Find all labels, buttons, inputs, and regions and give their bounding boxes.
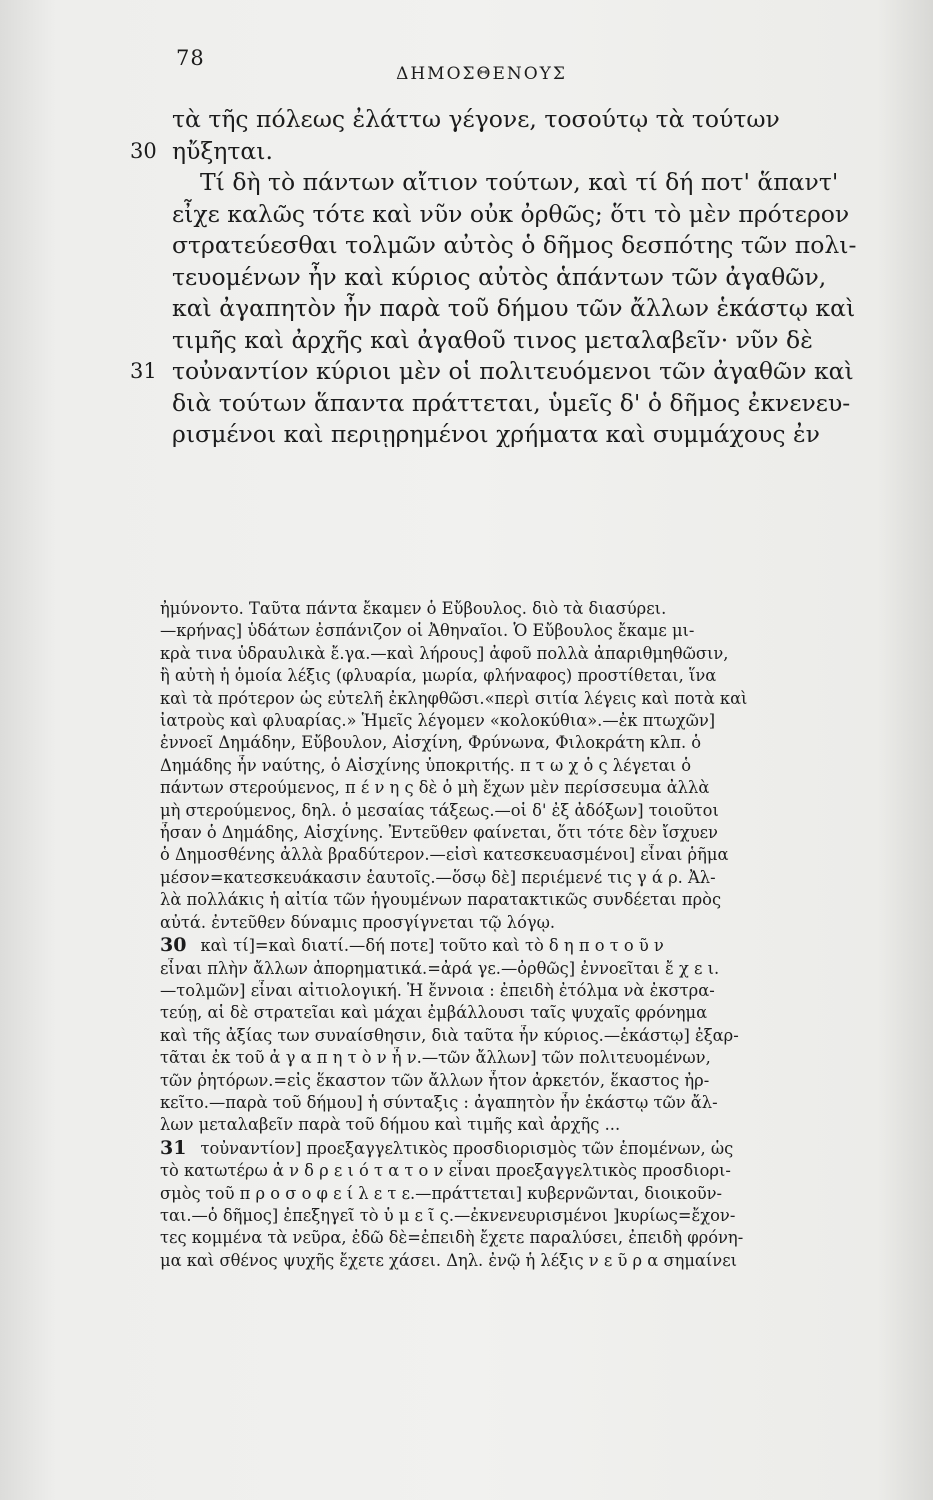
commentary-notes bbox=[160, 598, 877, 1272]
note-line-text: λων μεταλαβεῖν παρὰ τοῦ δήμου καὶ τιμῆς καὶ ἀρχῆς ... bbox=[160, 1115, 621, 1135]
main-line-text: ηὔξηται. bbox=[172, 136, 273, 165]
note-line bbox=[160, 800, 877, 822]
note-line bbox=[160, 1070, 877, 1092]
note-line-text: τῶν ῥητόρων.=εἰς ἕκαστον τῶν ἄλλων ἦτον ἀρκετόν, ἕκαστος ἠρ- bbox=[160, 1070, 710, 1090]
note-section-number: 30 bbox=[160, 934, 187, 957]
note-line-text: κρὰ τινα ὑδραυλικὰ ἔ.γα.—καὶ λήρους] ἀφοῦ πολλὰ ἀπαριθμηθῶσιν, bbox=[160, 643, 729, 663]
note-line bbox=[160, 665, 877, 687]
note-line bbox=[160, 912, 877, 934]
note-line-text: κεῖτο.—παρὰ τοῦ δήμου] ἡ σύνταξις : ἀγαπητὸν ἦν ἑκάστῳ τῶν ἄλ- bbox=[160, 1092, 718, 1112]
note-line-text: τοὐναντίον] προεξαγγελτικὸς προσδιορισμὸς τῶν ἑπομένων, ὡς bbox=[200, 1138, 734, 1158]
note-line-text: εἶναι πλὴν ἄλλων ἀπορηματικά.=ἀρά γε.—ὀρθῶς] ἐννοεῖται ἔ χ ε ι. bbox=[160, 958, 720, 978]
note-line-text: ὁ Δημοσθένης ἀλλὰ βραδύτερον.—εἰσὶ κατεσκευασμένοι] εἶναι ῥῆμα bbox=[160, 845, 729, 865]
note-line bbox=[160, 777, 877, 799]
note-line-text: ται.—ὁ δῆμος] ἐπεξηγεῖ τὸ ὑ μ ε ῖ ς.—ἐκνενευρισμένοι ]κυρίως=ἔχον- bbox=[160, 1205, 736, 1225]
main-text-line bbox=[172, 104, 887, 136]
note-line bbox=[160, 889, 877, 911]
note-line bbox=[160, 643, 877, 665]
main-text-line bbox=[172, 262, 887, 294]
main-line-text: τευομένων ἦν καὶ κύριος αὐτὸς ἁπάντων τῶν ἀγαθῶν, bbox=[172, 262, 827, 291]
note-line-text: ἦσαν ὁ Δημάδης, Αἰσχίνης. Ἐντεῦθεν φαίνεται, ὅτι τότε δὲν ἴσχυεν bbox=[160, 823, 718, 843]
note-section-number: 31 bbox=[160, 1136, 187, 1159]
note-line-text: αὐτά. ἐντεῦθεν δύναμις προσγίγνεται τῷ λόγῳ. bbox=[160, 912, 556, 932]
note-line bbox=[160, 1025, 877, 1047]
section-marker: 30 bbox=[130, 138, 157, 163]
note-line bbox=[160, 1227, 877, 1249]
note-line bbox=[160, 620, 877, 642]
note-line-text: τᾶται ἐκ τοῦ ἀ γ α π η τ ὸ ν ἦ ν.—τῶν ἄλλων] τῶν πολιτευομένων, bbox=[160, 1048, 711, 1068]
note-line-text: ἢ αὐτὴ ἡ ὁμοία λέξις (φλυαρία, μωρία, φλήναφος) προστίθεται, ἵνα bbox=[160, 666, 717, 686]
main-line-text: καὶ ἀγαπητὸν ἦν παρὰ τοῦ δήμου τῶν ἄλλων ἑκάστῳ καὶ bbox=[172, 294, 856, 322]
note-line-text: τες κομμένα τὰ νεῦρα, ἐδῶ δὲ=ἐπειδὴ ἔχετε παραλύσει, ἐπειδὴ φρόνη- bbox=[160, 1228, 744, 1248]
note-line bbox=[160, 1137, 877, 1160]
main-text-line bbox=[130, 136, 887, 168]
note-line-text: καὶ τῆς ἀξίας των συναίσθησιν, διὰ ταῦτα ἦν κύριος.—ἑκάστῳ] ἐξαρ- bbox=[160, 1025, 739, 1045]
note-line-text: σμὸς τοῦ π ρ ο σ ο φ ε ί λ ε τ ε.—πράττεται] κυβερνῶνται, διοικοῦν- bbox=[160, 1183, 723, 1203]
note-line-text: καὶ τὰ πρότερον ὡς εὐτελῆ ἐκληφθῶσι.«περὶ σιτία λέγεις καὶ ποτὰ καὶ bbox=[160, 688, 748, 708]
note-line-text: ἰατροὺς καὶ φλυαρίας.» Ἡμεῖς λέγομεν «κολοκύθια».—ἐκ πτωχῶν] bbox=[160, 711, 716, 731]
main-text-line bbox=[172, 388, 887, 420]
note-line bbox=[160, 598, 877, 620]
main-line-text: τοὐναντίον κύριοι μὲν οἱ πολιτευόμενοι τῶν ἀγαθῶν καὶ bbox=[172, 357, 854, 385]
main-text-line bbox=[172, 230, 887, 262]
note-line bbox=[160, 934, 877, 957]
main-line-text: ρισμένοι καὶ περιῃρημένοι χρήματα καὶ συμμάχους ἐν bbox=[172, 420, 820, 448]
note-line-text: πάντων στερούμενος, π έ ν η ς δὲ ὁ μὴ ἔχων μὲν περίσσευμα ἀλλὰ bbox=[160, 778, 710, 798]
main-line-text: στρατεύεσθαι τολμῶν αὐτὸς ὁ δῆμος δεσπότης τῶν πολι- bbox=[172, 231, 857, 259]
main-text bbox=[130, 104, 887, 451]
note-line bbox=[160, 755, 877, 777]
note-line-text: Δημάδης ἦν ναύτης, ὁ Αἰσχίνης ὑποκριτής. π τ ω χ ὁ ς λέγεται ὁ bbox=[160, 755, 692, 775]
note-line bbox=[160, 1250, 877, 1272]
main-line-text: τιμῆς καὶ ἀρχῆς καὶ ἀγαθοῦ τινος μεταλαβεῖν· νῦν δὲ bbox=[172, 325, 813, 354]
main-line-text: τὰ τῆς πόλεως ἐλάττω γέγονε, τοσούτῳ τὰ τούτων bbox=[172, 105, 780, 133]
note-line-text: τὸ κατωτέρω ἀ ν δ ρ ε ι ό τ α τ ο ν εἶναι προεξαγγελτικὸς προσδιορι- bbox=[160, 1161, 731, 1181]
page-number: 78 bbox=[176, 46, 205, 70]
note-line-text: μέσον=κατεσκευάκασιν ἑαυτοῖς.—ὅσῳ δὲ] περιέμενέ τις γ ά ρ. Ἀλ- bbox=[160, 867, 716, 887]
main-line-text: Τί δὴ τὸ πάντων αἴτιον τούτων, καὶ τί δή ποτ' ἅπαντ' bbox=[200, 168, 839, 196]
note-line-text: μὴ στερούμενος, δηλ. ὁ μεσαίας τάξεως.—οἱ δ' ἐξ ἀδόξων] τοιοῦτοι bbox=[160, 800, 719, 820]
main-line-text: εἶχε καλῶς τότε καὶ νῦν οὐκ ὀρθῶς; ὅτι τὸ μὲν πρότερον bbox=[172, 199, 850, 228]
main-text-line bbox=[172, 293, 887, 325]
note-line bbox=[160, 980, 877, 1002]
note-line bbox=[160, 1183, 877, 1205]
note-line bbox=[160, 1205, 877, 1227]
note-line-text: ἠμύνοντο. Ταῦτα πάντα ἔκαμεν ὁ Εὔβουλος. διὸ τὰ διασύρει. bbox=[160, 599, 667, 618]
main-text-line bbox=[130, 356, 887, 388]
note-line bbox=[160, 1092, 877, 1114]
running-head: ΔΗΜΟΣΘΕΝΟΥΣ bbox=[396, 64, 567, 84]
main-text-line bbox=[172, 419, 887, 451]
note-line bbox=[160, 1002, 877, 1024]
note-line-text: τεύῃ, αἱ δὲ στρατεῖαι καὶ μάχαι ἐμβάλλουσι ταῖς ψυχαῖς φρόνημα bbox=[160, 1003, 708, 1023]
note-line bbox=[160, 688, 877, 710]
note-line bbox=[160, 710, 877, 732]
main-line-text: διὰ τούτων ἅπαντα πράττεται, ὑμεῖς δ' ὁ δῆμος ἐκνενευ- bbox=[172, 388, 851, 417]
note-line bbox=[160, 1160, 877, 1182]
section-marker: 31 bbox=[130, 359, 157, 383]
note-line bbox=[160, 1047, 877, 1069]
note-line-text: καὶ τί]=καὶ διατί.—δή ποτε] τοῦτο καὶ τὸ δ η π ο τ ο ῦ ν bbox=[200, 936, 664, 956]
note-line bbox=[160, 867, 877, 889]
note-line bbox=[160, 822, 877, 844]
note-line bbox=[160, 844, 877, 866]
note-line-text: —τολμῶν] εἶναι αἰτιολογική. Ἡ ἔννοια : ἐπειδὴ ἐτόλμα νὰ ἐκστρα- bbox=[160, 980, 715, 1000]
main-text-line bbox=[172, 167, 887, 199]
note-line-text: μα καὶ σθένος ψυχῆς ἔχετε χάσει. Δηλ. ἐνῷ ἡ λέξις ν ε ῦ ρ α σημαίνει bbox=[160, 1250, 738, 1270]
note-line-text: ἐννοεῖ Δημάδην, Εὔβουλον, Αἰσχίνη, Φρύνωνα, Φιλοκράτη κλπ. ὁ bbox=[160, 733, 702, 753]
main-text-line bbox=[172, 325, 887, 357]
note-line-text: —κρήνας] ὑδάτων ἐσπάνιζον οἱ Ἀθηναῖοι. Ὁ Εὔβουλος ἔκαμε μι- bbox=[160, 621, 695, 641]
note-line bbox=[160, 1114, 877, 1136]
note-line bbox=[160, 732, 877, 754]
note-line-text: λὰ πολλάκις ἡ αἰτία τῶν ἡγουμένων παρατακτικῶς συνδέεται πρὸς bbox=[160, 890, 722, 910]
main-text-line bbox=[172, 199, 887, 231]
note-line bbox=[160, 958, 877, 980]
